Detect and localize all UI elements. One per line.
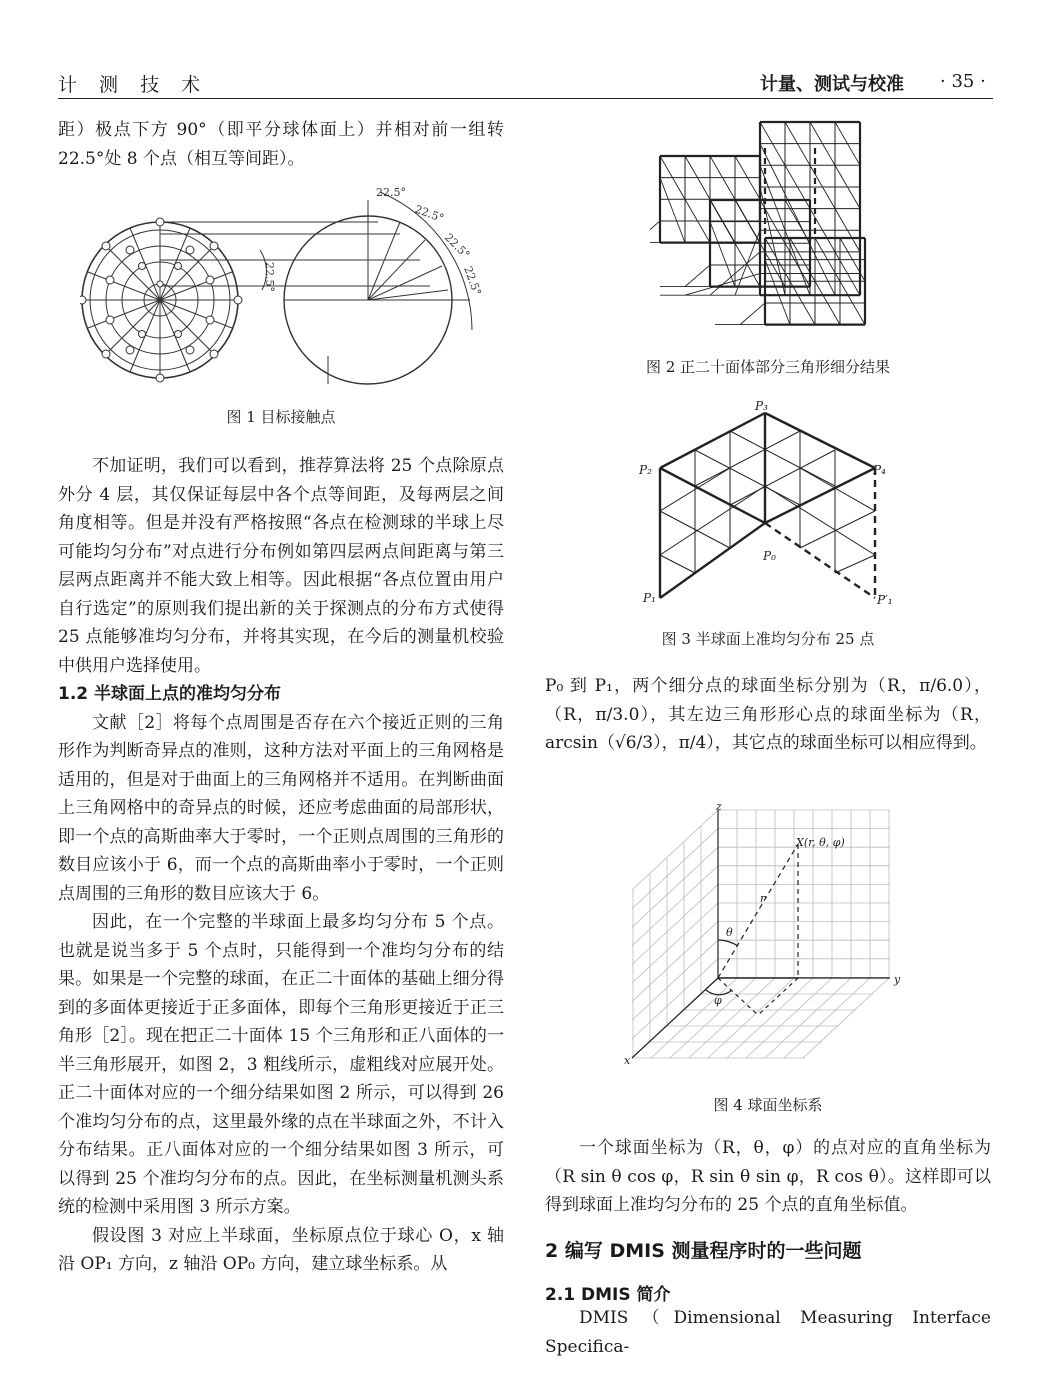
figure-4	[620, 800, 920, 1070]
figure-1	[80, 180, 500, 395]
right-body-2	[545, 1134, 991, 1220]
right-body-1	[545, 672, 991, 758]
fig1-angle-label: 22.5°	[461, 264, 484, 298]
fig1-angle-label: 22.5°	[412, 202, 446, 226]
figure-3	[635, 398, 905, 613]
fig3-point-label: P₀	[763, 549, 776, 563]
fig3-point-label: P₂	[639, 463, 652, 477]
paragraph: 一个球面坐标为（R，θ，φ）的点对应的直角坐标为（R sin θ cos φ，R sin θ sin φ，R cos θ）。这样即可以得到球面上准均匀分布的 25 个点的直角坐标值。	[545, 1138, 991, 1215]
fig4-point-label: X(r, θ, φ)	[796, 836, 845, 849]
fig3-point-label: P₁	[643, 591, 656, 605]
fig1-angle-label: 22.5°	[263, 262, 276, 292]
page-number: · 35 ·	[940, 71, 986, 92]
intro-paragraph: 距）极点下方 90°（即平分球体面上）并相对前一组转 22.5°处 8 个点（相互等间距）。	[58, 120, 504, 169]
fig4-axis-label: x	[624, 1054, 631, 1067]
fig3-point-label: P₃	[755, 399, 768, 413]
fig1-angle-label: 22.5°	[441, 230, 473, 262]
left-body	[58, 452, 504, 1279]
section-title: 计量、测试与校准	[760, 74, 904, 95]
fig4-caption: 图 4 球面坐标系	[713, 1096, 823, 1114]
right-body-3	[545, 1304, 991, 1361]
fig2-caption: 图 2 正二十面体部分三角形细分结果	[645, 358, 891, 376]
figure-2	[650, 118, 870, 340]
fig3-caption: 图 3 半球面上准均匀分布 25 点	[661, 630, 875, 648]
fig3-point-label: P₄	[873, 463, 886, 477]
fig4-axis-label: z	[716, 800, 722, 813]
header-rule	[58, 98, 993, 99]
paragraph: P₀ 到 P₁，两个细分点的球面坐标分别为（R，π/6.0），（R，π/3.0），其左边三角形形心点的球面坐标为（R，arcsin（√6/3），π/4），其它点的球面坐标可以相应得到。	[545, 676, 991, 753]
fig1-angle-label: 22.5°	[376, 186, 406, 199]
fig4-axis-label: y	[894, 973, 901, 986]
fig3-point-label: P′₁	[877, 593, 893, 607]
section-heading-2-1: 2.1 DMIS 简介	[545, 1285, 671, 1305]
fig1-caption: 图 1 目标接触点	[226, 408, 336, 426]
fig4-theta-label: θ	[726, 926, 733, 939]
paragraph: 文献［2］将每个点周围是否存在六个接近正则的三角形作为判断奇异点的准则，这种方法对平面上的三角网格是适用的，但是对于曲面上的三角网格并不适用。在判断曲面上三角网格中的奇异点的时候，还应考虑曲面的局部形状，即一个点的高斯曲率大于零时，一个正则点周围的三角形的数目应该小于 6，而一个点的高斯曲率小于零时，一个正则点周围的三角形的数目应该大于 6。	[58, 712, 504, 904]
paragraph: 不加证明，我们可以看到，推荐算法将 25 个点除原点外分 4 层，其仅保证每层中各个点等间距，及每两层之间角度相等。但是并没有严格按照“各点在检测球的半球上尽可能均匀分布”对点进行分布例如第四层两点间距离与第三层两点距离并不能大致上相等。因此根据“各点位置由用户自行选定”的原则我们提出新的关于探测点的分布方式使得 25 点能够准均匀分布，并将其实现，在今后的测量机校验中供用户选择使用。	[58, 456, 504, 676]
paragraph: DMIS（Dimensional Measuring Interface Specifica-	[545, 1308, 991, 1357]
journal-name: 计 测 技 术	[58, 74, 209, 96]
fig4-r-label: r	[760, 892, 766, 905]
paragraph: 假设图 3 对应上半球面，坐标原点位于球心 O，x 轴沿 OP₁ 方向，z 轴沿 OP₀ 方向，建立球坐标系。从	[58, 1225, 504, 1274]
section-heading-2: 2 编写 DMIS 测量程序时的一些问题	[545, 1240, 862, 1262]
fig4-phi-label: φ	[714, 994, 722, 1007]
paragraph: 因此，在一个完整的半球面上最多均匀分布 5 个点。也就是说当多于 5 个点时，只能得到一个准均匀分布的结果。如果是一个完整的球面，在正二十面体的基础上细分得到的多面体更接近于正多面体，即每个三角形更接近于正三角形［2］。现在把正二十面体 15 个三角形和正八面体的一半三角形展开，如图 2，3 粗线所示，虚粗线对应展开处。正二十面体对应的一个细分结果如图 2 所示，可以得到 26 个准均匀分布的点，这里最外缘的点在半球面之外，不计入分布结果。正八面体对应的一个细分结果如图 3 所示，可以得到 25 个准均匀分布的点。因此，在坐标测量机测头系统的检测中采用图 3 所示方案。	[58, 912, 504, 1217]
section-heading-1-2: 1.2 半球面上点的准均匀分布	[58, 684, 282, 704]
